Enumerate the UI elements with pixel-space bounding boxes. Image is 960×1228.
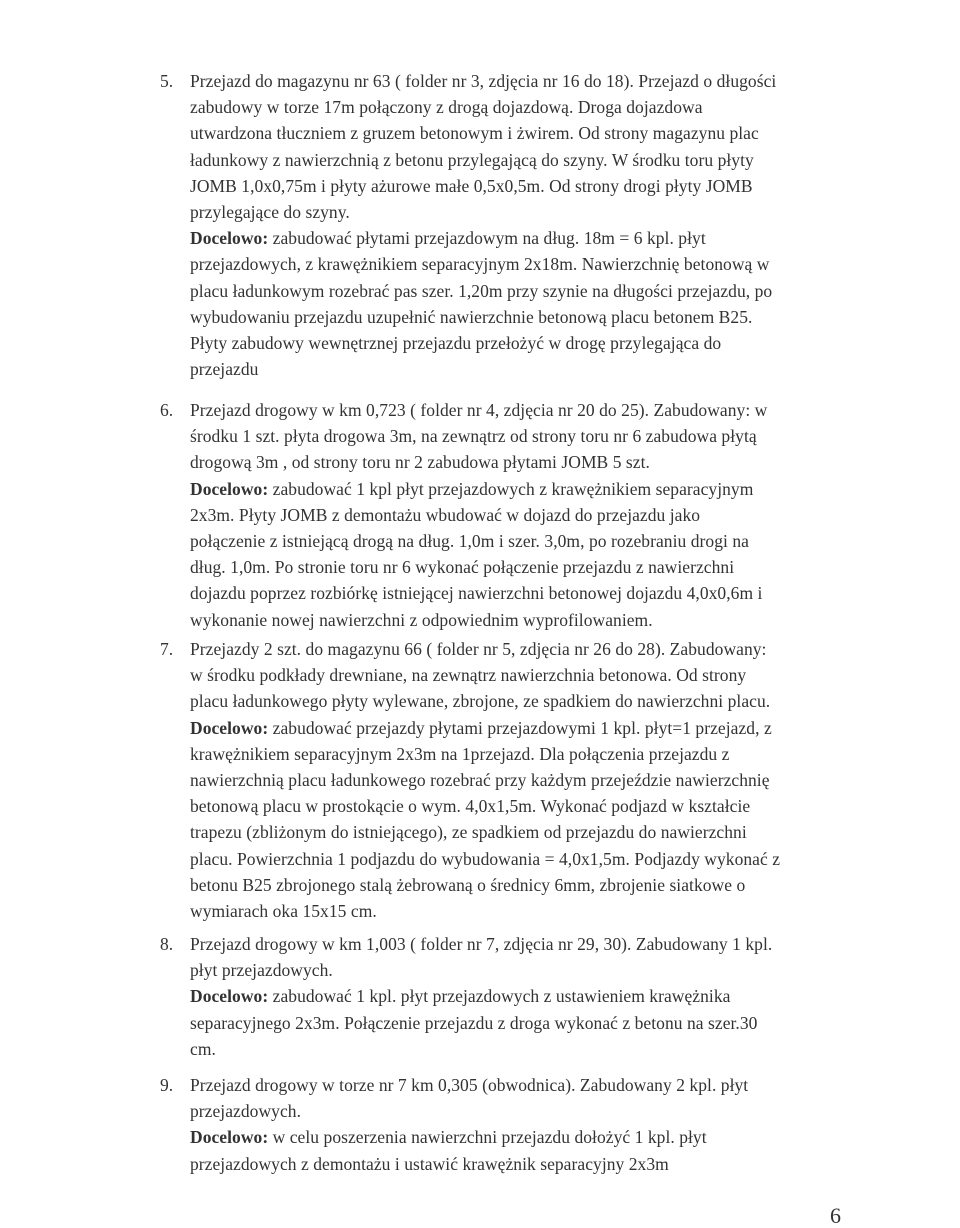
target-text: zabudować 1 kpl. płyt przejazdowych z ustawieniem krawężnika	[268, 986, 731, 1007]
text-line: placu. Powierzchnia 1 podjazdu do wybudowania = 4,0x1,5m. Podjazdy wykonać z	[190, 848, 781, 869]
text-line: placu ładunkowego płyty wylewane, zbrojone, ze spadkiem do nawierzchni placu.	[190, 691, 771, 712]
text-line: Przejazdy 2 szt. do magazynu 66 ( folder nr 5, zdjęcia nr 26 do 28). Zabudowany:	[190, 639, 767, 659]
text-line: dług. 1,0m. Po stronie toru nr 6 wykonać połączenie przejazdu z nawierzchni	[190, 557, 735, 578]
text-line: w środku podkłady drewniane, na zewnątrz nawierzchnia betonowa. Od strony	[190, 665, 747, 686]
text-line: środku 1 szt. płyta drogowa 3m, na zewnątrz od strony toru nr 6 zabudowa płytą	[190, 426, 757, 447]
target-line	[190, 225, 850, 251]
text-line: wybudowaniu przejazdu uzupełnić nawierzchnie betonową placu betonem B25.	[190, 306, 753, 327]
item-body	[190, 931, 850, 1062]
text-line: połączenie z istniejącą drogą na dług. 1,0m i szer. 3,0m, po rozebraniu drogi na	[190, 531, 749, 552]
text-line: przejazdowych z demontażu i ustawić krawężnik separacyjny 2x3m	[190, 1153, 669, 1174]
item-body	[190, 397, 850, 633]
text-line: płyt przejazdowych.	[190, 960, 333, 981]
text-line: Przejazd drogowy w torze nr 7 km 0,305 (obwodnica). Zabudowany 2 kpl. płyt	[190, 1075, 749, 1095]
target-line	[190, 1124, 850, 1150]
item-number: 5.	[160, 71, 174, 91]
item-body	[190, 636, 850, 924]
text-line: ładunkowy z nawierzchnią z betonu przylegającą do szyny. W środku toru płyty	[190, 149, 754, 170]
target-line	[190, 983, 850, 1009]
text-line: krawężnikiem separacyjnym 2x3m na 1przejazd. Dla połączenia przejazdu z	[190, 743, 730, 764]
text-line: przejazdu	[190, 359, 259, 380]
list-item-5	[160, 68, 850, 382]
text-line: Płyty zabudowy wewnętrznej przejazdu przełożyć w drogę przylegająca do	[190, 333, 722, 354]
text-line: JOMB 1,0x0,75m i płyty ażurowe małe 0,5x0,5m. Od strony drogi płyty JOMB	[190, 175, 753, 196]
text-line: wykonanie nowej nawierzchni z odpowiednim wyprofilowaniem.	[190, 609, 653, 630]
text-line: dojazdu poprzez rozbiórkę istniejącej nawierzchni betonowej dojazdu 4,0x0,6m i	[190, 583, 763, 604]
item-body	[190, 1072, 850, 1177]
target-label: Docelowo:	[190, 228, 269, 249]
target-text: zabudować przejazdy płytami przejazdowymi 1 kpl. płyt=1 przejazd, z	[268, 717, 772, 738]
list-item-8	[160, 931, 850, 1062]
text-line: Przejazd do magazynu nr 63 ( folder nr 3, zdjęcia nr 16 do 18). Przejazd o długości	[190, 71, 777, 91]
text-line: nawierzchnią placu ładunkowego rozebrać przy każdym przejeździe nawierzchnię	[190, 770, 770, 791]
text-line: betonu B25 zbrojonego stalą żebrowaną o średnicy 6mm, zbrojenie siatkowe o	[190, 874, 746, 895]
item-number: 8.	[160, 934, 174, 954]
text-line: cm.	[190, 1038, 216, 1059]
target-label: Docelowo:	[190, 478, 269, 499]
text-line: przylegające do szyny.	[190, 202, 350, 223]
page-number: 6	[830, 1203, 841, 1228]
target-text: zabudować płytami przejazdowym na dług. 18m = 6 kpl. płyt	[268, 228, 706, 249]
target-label: Docelowo:	[190, 717, 269, 738]
target-label: Docelowo:	[190, 1127, 269, 1148]
text-line: wymiarach oka 15x15 cm.	[190, 901, 377, 922]
text-line: 2x3m. Płyty JOMB z demontażu wbudować w dojazd do przejazdu jako	[190, 504, 701, 525]
item-number: 9.	[160, 1075, 174, 1095]
text-line: drogową 3m , od strony toru nr 2 zabudowa płytami JOMB 5 szt.	[190, 452, 650, 473]
text-line: utwardzona tłuczniem z gruzem betonowym i żwirem. Od strony magazynu plac	[190, 123, 759, 144]
target-text: w celu poszerzenia nawierzchni przejazdu dołożyć 1 kpl. płyt	[268, 1127, 707, 1148]
list-item-9	[160, 1072, 850, 1177]
target-label: Docelowo:	[190, 986, 269, 1007]
text-line: przejazdowych, z krawężnikiem separacyjnym 2x18m. Nawierzchnię betonową w	[190, 254, 770, 275]
target-line	[190, 476, 850, 502]
text-line: Przejazd drogowy w km 1,003 ( folder nr 7, zdjęcia nr 29, 30). Zabudowany 1 kpl.	[190, 934, 773, 954]
text-line: separacyjnego 2x3m. Połączenie przejazdu z droga wykonać z betonu na szer.30	[190, 1012, 758, 1033]
text-line: trapezu (zbliżonym do istniejącego), ze spadkiem od przejazdu do nawierzchni	[190, 822, 747, 843]
item-number: 7.	[160, 639, 174, 659]
target-text: zabudować 1 kpl płyt przejazdowych z krawężnikiem separacyjnym	[268, 478, 754, 499]
item-number: 6.	[160, 400, 174, 420]
text-line: przejazdowych.	[190, 1101, 301, 1122]
list-item-6	[160, 397, 850, 633]
list-item-7	[160, 636, 850, 924]
target-line	[190, 715, 850, 741]
item-body	[190, 68, 850, 382]
text-line: Przejazd drogowy w km 0,723 ( folder nr 4, zdjęcia nr 20 do 25). Zabudowany: w	[190, 400, 768, 420]
text-line: placu ładunkowym rozebrać pas szer. 1,20m przy szynie na długości przejazdu, po	[190, 280, 773, 301]
text-line: zabudowy w torze 17m połączony z drogą dojazdową. Droga dojazdowa	[190, 97, 703, 118]
text-line: betonową placu w prostokącie o wym. 4,0x1,5m. Wykonać podjazd w kształcie	[190, 796, 751, 817]
